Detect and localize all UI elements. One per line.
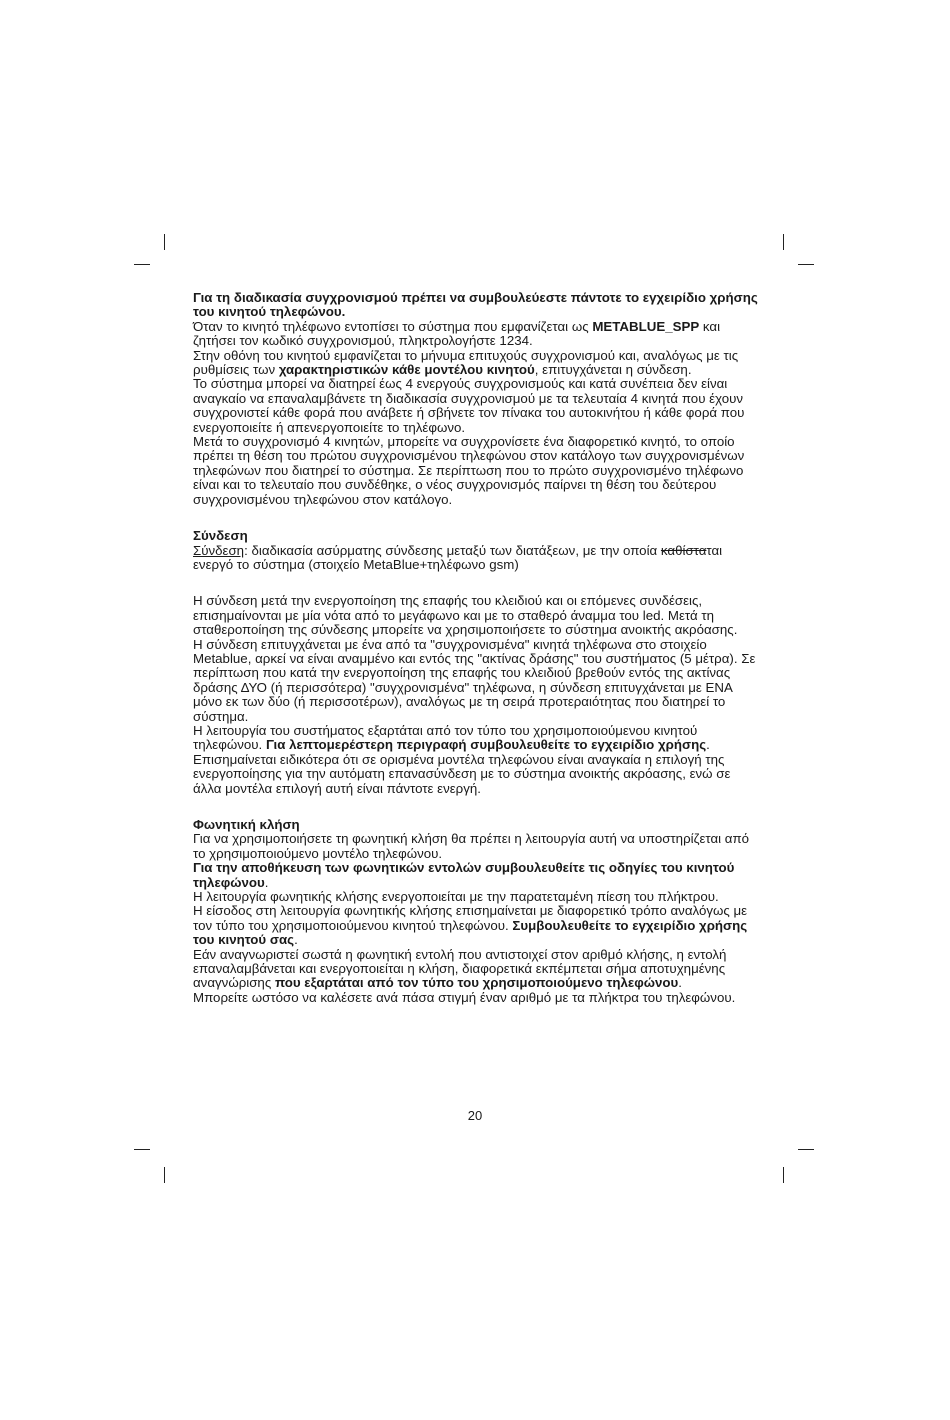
pairing-code-paragraph: Όταν το κινητό τηλέφωνο εντοπίσει το σύστημα που εμφανίζεται ως METABLUE_SPP και ζητήσει τον κωδικό συγχρονισμού, πληκτρολογήστε 1234. xyxy=(193,318,721,349)
crop-mark-bottom-right-vertical xyxy=(783,1167,784,1183)
pairing-replacement-paragraph: Μετά το συγχρονισμό 4 κινητών, μπορείτε να συγχρονίσετε ένα διαφορετικό κινητό, το οποίο πρέπει τη θέση του πρώτου συγχρονισμένου τηλεφώνου στον κατάλογο των συγχρονισμένων τηλεφώνων που διατηρεί το σύστημα. Σε περίπτωση που το πρώτο συγχρονισμένο τηλέφωνο είναι και το τελευταίο που συνδέθηκε, ο νέος συγχρονισμός παίρνει τη θέση του δεύτερου συγχρονισμένου τηλεφώνου στον κατάλογο. xyxy=(193,434,745,507)
voice-call-entry-paragraph: Η είσοδος στη λειτουργία φωνητικής κλήσης επισημαίνεται με διαφορετικό τρόπο αναλόγως με τον τύπο του χρησιμοποιούμενου κινητού τηλεφώνου. Συμβουλευθείτε το εγχειρίδιο χρήσης του κινητού σας. xyxy=(193,903,748,948)
connection-signal-paragraph: Η σύνδεση μετά την ενεργοποίηση της επαφής του κλειδιού και οι επόμενες συνδέσεις, επισημαίνονται με μία νότα από το μεγάφωνο και με το σταθερό άναμμα του led. Μετά τη σταθεροποίηση της σύνδεσης μπορείτε να χρησιμοποιήσετε το σύστημα ανοικτής ακρόασης. xyxy=(193,593,738,638)
manual-page-body xyxy=(193,291,761,1005)
crop-mark-top-left-vertical xyxy=(164,234,165,250)
crop-mark-top-right-horizontal xyxy=(798,264,814,265)
voice-call-support-paragraph: Για να χρησιμοποιήσετε τη φωνητική κλήση θα πρέπει η λειτουργία αυτή να υποστηρίζεται από το χρησιμοποιούμενο μοντέλο τηλεφώνου. xyxy=(193,831,750,861)
active-pairings-paragraph: Το σύστημα μπορεί να διατηρεί έως 4 ενεργούς συγχρονισμούς και κατά συνέπεια δεν είναι αναγκαίο να επαναλαμβάνετε τη διαδικασία συγχρονισμού με τα τελευταία 4 κινητά που έχουν συγχρονιστεί κάθε φορά που ανάβετε ή σβήνετε τον πίνακα του αυτοκινήτου ή κάθε φορά που ενεργοποιείτε ή απενεργοποιείτε το τηλέφωνο. xyxy=(193,376,745,435)
connection-auto-reconnect-paragraph: Επισημαίνεται ειδικότερα ότι σε ορισμένα μοντέλα τηλεφώνου είναι αναγκαία η επιλογή της ενεργοποίησης για την αυτόματη επανασύνδεση με το σύστημα ανοικτής ακρόασης, ενώ σε άλλα μοντέλα επιλογή αυτή είναι πάντοτε ενεργή. xyxy=(193,751,731,796)
page-number: 20 xyxy=(467,1108,483,1123)
crop-mark-top-right-vertical xyxy=(783,234,784,250)
pairing-success-paragraph: Στην οθόνη του κινητού εμφανίζεται το μήνυμα επιτυχούς συγχρονισμού και, αναλόγως με τις ρυθμίσεις των χαρακτηριστικών κάθε μοντέλου κινητού, επιτυγχάνεται η σύνδεση. xyxy=(193,347,739,378)
crop-mark-top-left-horizontal xyxy=(134,264,150,265)
connection-phone-type-paragraph: Η λειτουργία του συστήματος εξαρτάται από τον τύπο του χρησιμοποιούμενου κινητού τηλεφώνου. Για λεπτομερέστερη περιγραφή συμβουλευθείτε το εγχειρίδιο χρήσης. xyxy=(193,722,710,753)
connection-definition: Σύνδεση: διαδικασία ασύρματης σύνδεσης μεταξύ των διατάξεων, με την οποία καθίσταται ενεργό το σύστημα (στοιχείο MetaBlue+τηλέφωνο gsm) xyxy=(193,542,723,572)
voice-call-activation-paragraph: Η λειτουργία φωνητικής κλήσης ενεργοποιείται με την παρατεταμένη πίεση του πλήκτρου. xyxy=(193,889,719,905)
manual-dial-paragraph: Μπορείτε ωστόσο να καλέσετε ανά πάσα στιγμή έναν αριθμό με τα πλήκτρα του τηλεφώνου. xyxy=(193,989,736,1005)
crop-mark-bottom-left-vertical xyxy=(164,1167,165,1183)
crop-mark-bottom-right-horizontal xyxy=(798,1149,814,1150)
crop-mark-bottom-left-horizontal xyxy=(134,1149,150,1150)
voice-call-heading: Φωνητική κλήση xyxy=(193,817,300,832)
connection-heading: Σύνδεση xyxy=(193,528,248,544)
connection-range-paragraph: Η σύνδεση επιτυγχάνεται με ένα από τα "συγχρονισμένα" κινητά τηλέφωνα στο στοιχείο Metablue, αρκεί να είναι αναμμένο και εντός της "ακτίνας δράσης" του συστήματος (5 μέτρα). Σε περίπτωση που κατά την ενεργοποίηση της επαφής του κλειδιού βρεθούν εντός της ακτίνας δράσης ΔΥΟ (ή περισσότερα) "συγχρονισμένα" τηλέφωνα, η σύνδεση επιτυγχάνεται με ΕΝΑ μόνο εκ των δύο (ή περισσοτέρων), αναλόγως με τη σειρά προτεραιότητας που διατηρεί το σύστημα. xyxy=(193,636,756,724)
pairing-manual-note: Για τη διαδικασία συγχρονισμού πρέπει να συμβουλεύεστε πάντοτε το εγχειρίδιο χρήσης του κινητού τηλεφώνου. xyxy=(193,290,758,320)
voice-recognition-paragraph: Εάν αναγνωριστεί σωστά η φωνητική εντολή που αντιστοιχεί στον αριθμό κλήσης, η εντολή επαναλαμβάνεται και ενεργοποιείται η κλήση, διαφορετικά εκπέμπεται σήμα αποτυχημένης αναγνώρισης που εξαρτάται από τον τύπο του χρησιμοποιούμενο τηλεφώνου. xyxy=(193,946,727,991)
voice-commands-storage-paragraph: Για την αποθήκευση των φωνητικών εντολών συμβουλευθείτε τις οδηγίες του κινητού τηλεφώνου. xyxy=(193,860,735,890)
